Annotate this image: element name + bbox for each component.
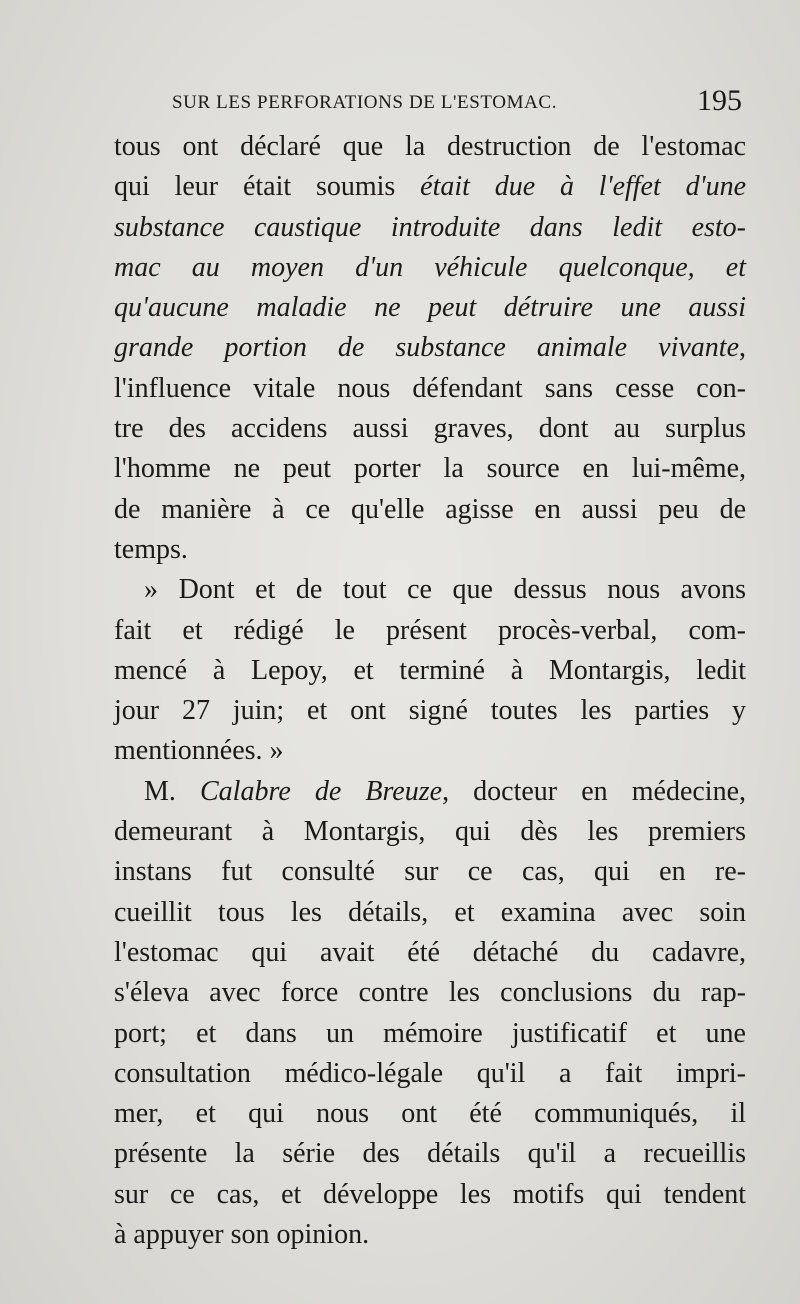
- text-line-10: de manière à ce qu'elle agisse en aussi peu de: [114, 493, 746, 525]
- text-line-11: temps.: [114, 533, 188, 565]
- text-line-1: tous ont déclaré que la destruction de l'estomac: [114, 131, 746, 162]
- text-line-15: jour 27 juin; et ont signé toutes les parties y: [114, 695, 746, 727]
- text-line-17-prefix: M.: [144, 775, 200, 807]
- text-line-25: mer, et qui nous ont été communiqués, il: [114, 1098, 746, 1130]
- text-line-16: mentionnées. »: [114, 735, 284, 767]
- text-line-2-roman: qui leur était soumis: [114, 171, 421, 203]
- text-line-6: [114, 328, 746, 368]
- text-line-13: fait et rédigé le présent procès-verbal, com-: [114, 614, 746, 646]
- page-number: 195: [697, 84, 742, 117]
- text-line-18: demeurant à Montargis, qui dès les premiers: [114, 816, 746, 848]
- text-line-12: » Dont et de tout ce que dessus nous avons: [144, 574, 746, 606]
- text-line-23: port; et dans un mémoire justificatif et une: [114, 1017, 746, 1049]
- text-line-17-rest: , docteur en médecine,: [442, 775, 747, 807]
- running-title: SUR LES PERFORATIONS DE L'ESTOMAC.: [172, 92, 558, 113]
- text-line-2: [114, 167, 746, 207]
- text-line-26: présente la série des détails qu'il a recueillis: [114, 1138, 746, 1170]
- text-line-5: qu'aucune maladie ne peut détruire une aussi: [114, 292, 746, 324]
- text-line-27: sur ce cas, et développe les motifs qui tendent: [114, 1178, 746, 1210]
- text-line-6-comma: ,: [739, 332, 746, 364]
- text-line-21: l'estomac qui avait été détaché du cadavre,: [114, 936, 746, 968]
- text-line-6-italic: grande portion de substance animale vivante: [114, 332, 739, 364]
- person-name: Calabre de Breuze: [200, 775, 443, 807]
- text-line-14: mencé à Lepoy, et terminé à Montargis, ledit: [114, 654, 746, 686]
- text-line-7: l'influence vitale nous défendant sans cesse con-: [114, 372, 746, 404]
- page-header: [172, 84, 742, 124]
- text-line-19: instans fut consulté sur ce cas, qui en re-: [114, 856, 746, 888]
- text-line-8: tre des accidens aussi graves, dont au surplus: [114, 413, 746, 445]
- text-line-22: s'éleva avec force contre les conclusions du rap-: [114, 977, 746, 1009]
- text-line-24: consultation médico-légale qu'il a fait impri-: [114, 1057, 746, 1089]
- body-text: [114, 127, 746, 1255]
- text-line-2-italic: était due à l'effet d'une: [420, 171, 746, 203]
- text-line-20: cueillit tous les détails, et examina avec soin: [114, 896, 746, 928]
- text-line-9: l'homme ne peut porter la source en lui-même,: [114, 453, 746, 485]
- text-line-4: mac au moyen d'un véhicule quelconque, et: [114, 251, 746, 283]
- text-line-17: [114, 772, 746, 812]
- text-line-3: substance caustique introduite dans ledit esto-: [114, 211, 746, 243]
- text-line-28: à appuyer son opinion.: [114, 1219, 370, 1251]
